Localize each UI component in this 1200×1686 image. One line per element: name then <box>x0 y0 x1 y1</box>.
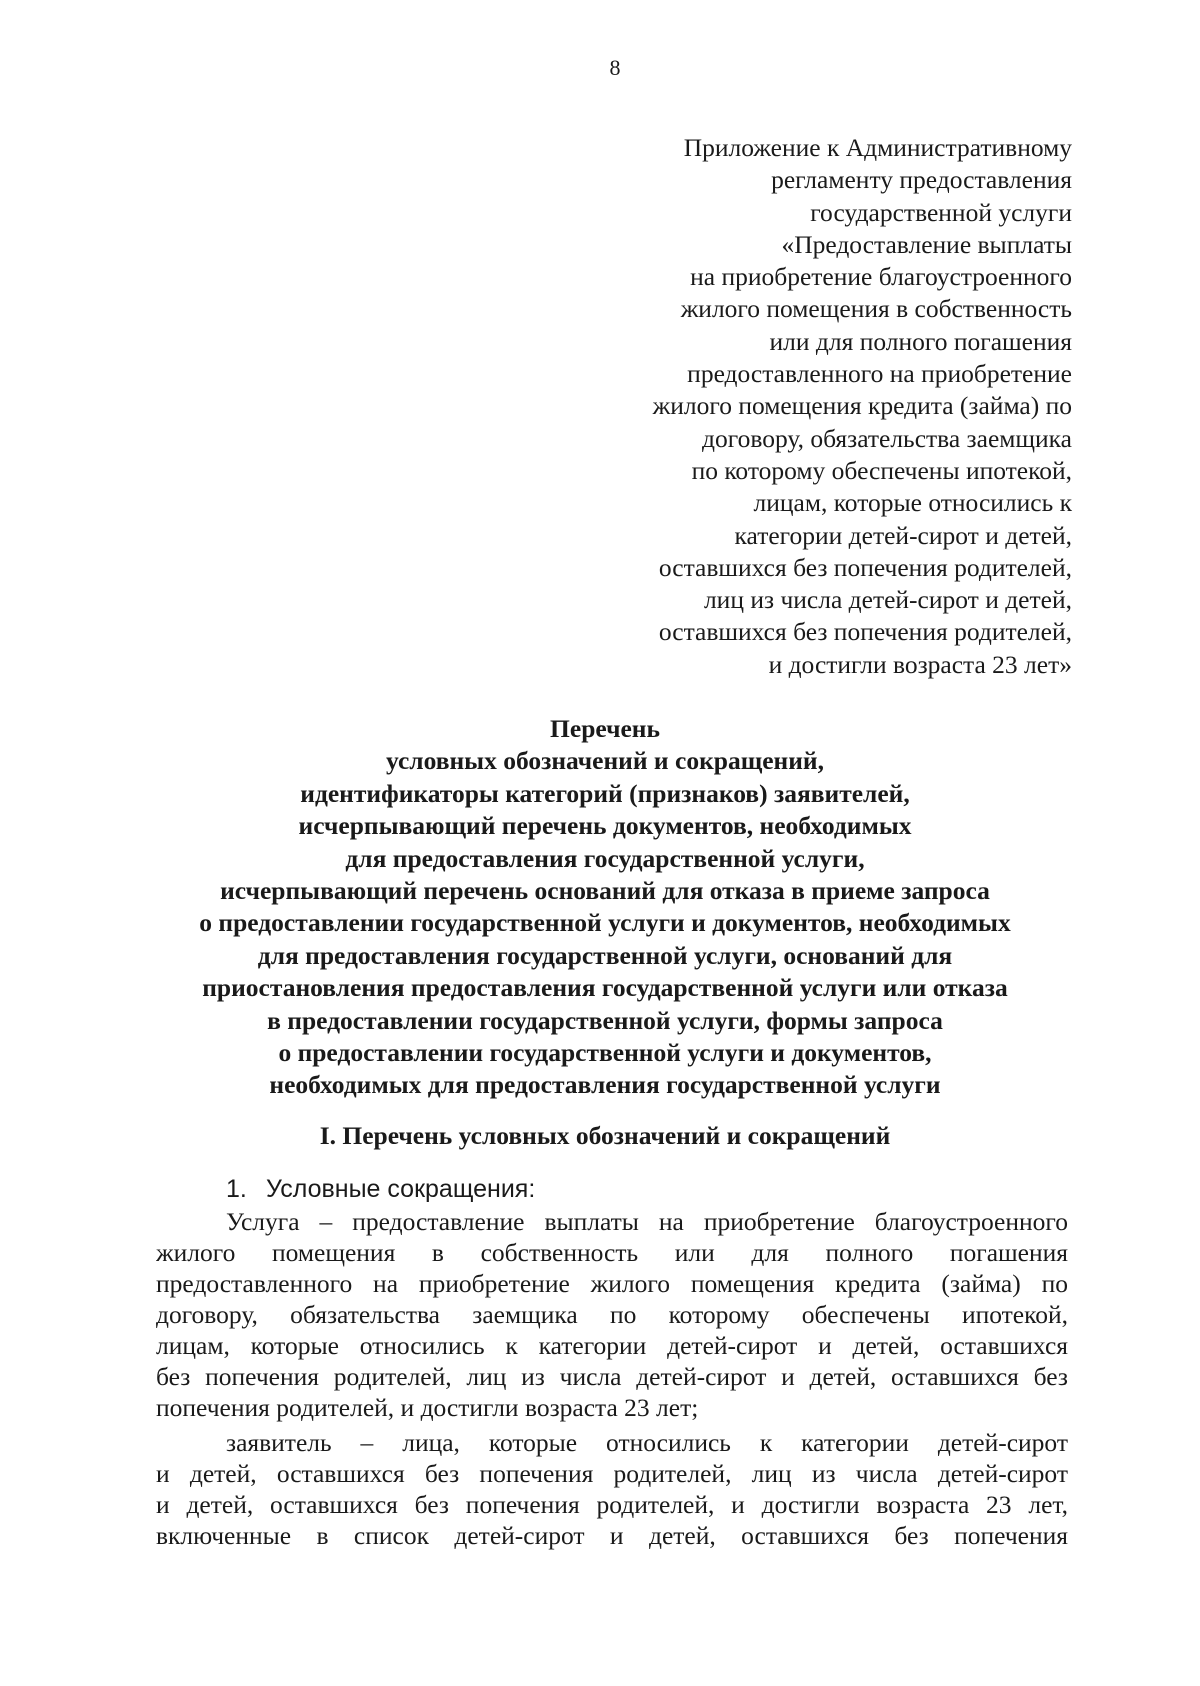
title-line: о предоставлении государственной услуги и документов, <box>278 1038 932 1068</box>
appendix-line: или для полного погашения <box>769 326 1072 356</box>
appendix-line: жилого помещения в собственность <box>680 294 1072 324</box>
appendix-line: оставшихся без попечения родителей, <box>658 617 1072 647</box>
paragraph-line: Услуга – предоставление выплаты на приобретение благоустроенного <box>226 1207 1068 1236</box>
paragraph-zayavitel <box>156 1427 1068 1551</box>
appendix-line: категории детей-сирот и детей, <box>734 520 1072 550</box>
section-heading: I. Перечень условных обозначений и сокращений <box>319 1121 891 1150</box>
document-title <box>140 713 1070 1102</box>
appendix-line: и достигли возраста 23 лет» <box>768 649 1072 679</box>
title-line: необходимых для предоставления государственной услуги <box>269 1070 941 1100</box>
appendix-line: оставшихся без попечения родителей, <box>658 552 1072 582</box>
paragraph-line: предоставленного на приобретение жилого помещения кредита (займа) по <box>156 1269 1068 1298</box>
title-line: приостановления предоставления государственной услуги или отказа <box>202 973 1008 1003</box>
title-line: условных обозначений и сокращений, <box>386 746 824 776</box>
paragraph-line: жилого помещения в собственность или для полного погашения <box>156 1238 1068 1267</box>
appendix-line: по которому обеспечены ипотекой, <box>691 455 1072 485</box>
title-line: исчерпывающий перечень документов, необходимых <box>298 811 912 841</box>
paragraph-line: включенные в список детей-сирот и детей, оставшихся без попечения <box>156 1521 1068 1550</box>
title-line: для предоставления государственной услуги, <box>345 843 865 873</box>
paragraph-line: и детей, оставшихся без попечения родителей, и достигли возраста 23 лет, <box>156 1490 1068 1519</box>
item-label: Условные сокращения: <box>266 1175 536 1203</box>
paragraph-line: лицам, которые относились к категории детей-сирот и детей, оставшихся <box>156 1331 1068 1360</box>
appendix-line: Приложение к Административному <box>683 133 1072 162</box>
paragraph-line: договору, обязательства заемщика по которому обеспечены ипотекой, <box>156 1300 1068 1329</box>
appendix-line: на приобретение благоустроенного <box>690 262 1072 292</box>
appendix-line: лицам, которые относились к <box>753 488 1072 518</box>
title-line: исчерпывающий перечень оснований для отказа в приеме запроса <box>220 876 990 906</box>
appendix-line: регламенту предоставления <box>771 165 1072 195</box>
appendix-line: предоставленного на приобретение <box>687 359 1072 389</box>
appendix-line: государственной услуги <box>810 197 1072 227</box>
page-number: 8 <box>609 55 621 80</box>
appendix-note <box>552 132 1072 681</box>
appendix-line: договору, обязательства заемщика <box>702 423 1072 453</box>
title-line: о предоставлении государственной услуги и документов, необходимых <box>199 908 1011 938</box>
paragraph-usluga <box>156 1206 1068 1423</box>
item-heading <box>226 1173 535 1205</box>
title-line: Перечень <box>550 714 660 743</box>
appendix-line: лиц из числа детей-сирот и детей, <box>703 585 1072 615</box>
paragraph-line: без попечения родителей, лиц из числа детей-сирот и детей, оставшихся без <box>156 1362 1068 1391</box>
title-line: в предоставлении государственной услуги, формы запроса <box>267 1005 943 1035</box>
appendix-line: жилого помещения кредита (займа) по <box>652 391 1072 421</box>
paragraph-line: попечения родителей, и достигли возраста 23 лет; <box>156 1393 699 1422</box>
paragraph-line: заявитель – лица, которые относились к категории детей-сирот <box>226 1428 1068 1457</box>
paragraph-line: и детей, оставшихся без попечения родителей, лиц из числа детей-сирот <box>156 1459 1068 1488</box>
item-number: 1. <box>226 1175 247 1203</box>
title-line: идентификаторы категорий (признаков) заявителей, <box>300 778 910 808</box>
title-line: для предоставления государственной услуги, оснований для <box>257 940 953 970</box>
appendix-line: «Предоставление выплаты <box>781 229 1072 259</box>
